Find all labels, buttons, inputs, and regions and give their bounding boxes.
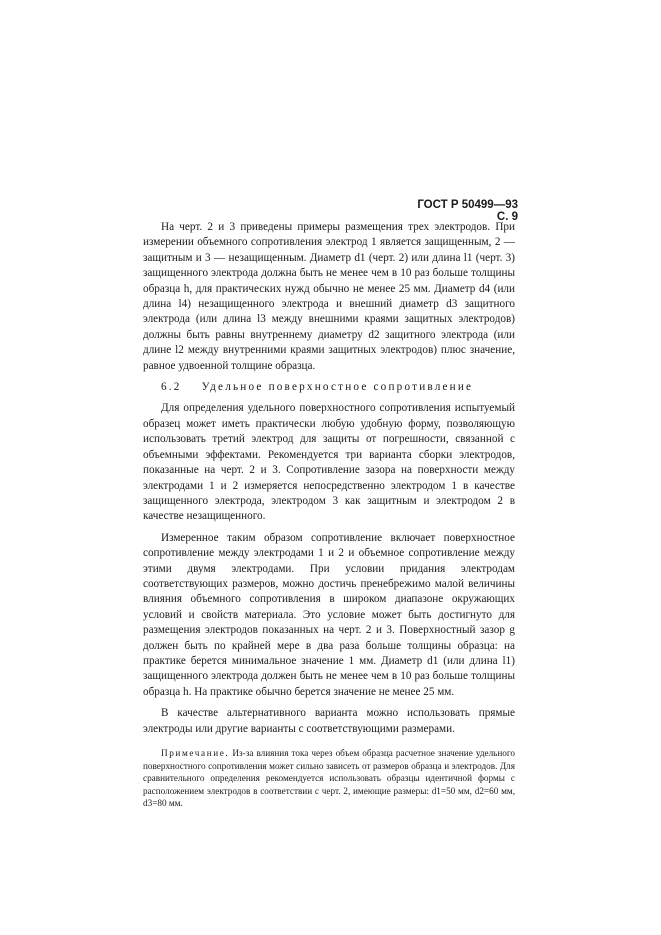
note xyxy=(143,747,515,810)
paragraph: В качестве альтернативного варианта можно использовать прямые электроды или другие варианты с соответствующими размерами. xyxy=(143,707,515,735)
section-number: 6.2 xyxy=(161,381,182,394)
section-heading xyxy=(143,380,515,395)
document-body xyxy=(143,220,515,810)
paragraph: На черт. 2 и 3 приведены примеры размещения трех электродов. При измерении объемного сопротивления электрод 1 является защищенным, 2 — защитным и 3 — незащищенным. Диаметр d1 (черт. 2) или длина l1 (черт. 3) защищенного электрода должна быть не менее чем в 10 раз больше толщины образца h, для практических нужд обычно не менее 25 мм. Диаметр d4 (или длина l4) незащищенного электрода и внешний диаметр d3 защитного электрода (или длина l3 между внешними краями защитных электродов) должны быть равны внутреннему диаметру d2 защитного электрода (или длине l2 между внутренними краями защитных электродов) плюс значение, равное удвоенной толщине образца. xyxy=(143,221,515,372)
paragraph: Измеренное таким образом сопротивление включает поверхностное сопротивление между электродами 1 и 2 и объемное сопротивление между этими двумя электродами. При условии придания электродам соответствующих размеров, можно достичь пренебрежимо малой величины влияния объемного сопротивления в широком диапазоне окружающих условий и свойств материала. Это условие может быть достигнуто для размещения электродов показанных на черт. 2 и 3. Поверхностный зазор g должен быть по крайней мере в два раза больше толщины образца: на практике берется минимальное значение 1 мм. Диаметр d1 (или длина l1) защищенного электрода должен быть не менее чем в 10 раз больше толщины образца h. На практике обычно берется значение не менее 25 мм. xyxy=(143,531,515,698)
note-label: Примечание. xyxy=(161,748,230,758)
section-title: Удельное поверхностное сопротивление xyxy=(201,381,474,394)
page-header: ГОСТ Р 50499—93 С. 9 xyxy=(417,199,518,223)
paragraph: Для определения удельного поверхностного сопротивления испытуемый образец может иметь практически любую удобную форму, позволяющую использовать третий электрод для защиты от погрешности, связанной с объемными эффектами. Рекомендуется три варианта сборки электродов, показанные на черт. 2 и 3. Сопротивление зазора на поверхности между электродами 1 и 2 измеряется непосредственно электродом 1 в качестве защищенного электрода, электродом 3 как защитным и электродом 2 в качестве незащищенного. xyxy=(143,402,515,523)
note-text: Из-за влияния тока через объем образца расчетное значение удельного поверхностного сопротивления может сильно зависеть от размеров образца и электродов. Для сравнительного определения рекомендуется использовать образцы идентичной формы с расположением электродов в соответствии с черт. 2, имеющие размеры: d1=50 мм, d2=60 мм, d3=80 мм. xyxy=(143,748,516,809)
